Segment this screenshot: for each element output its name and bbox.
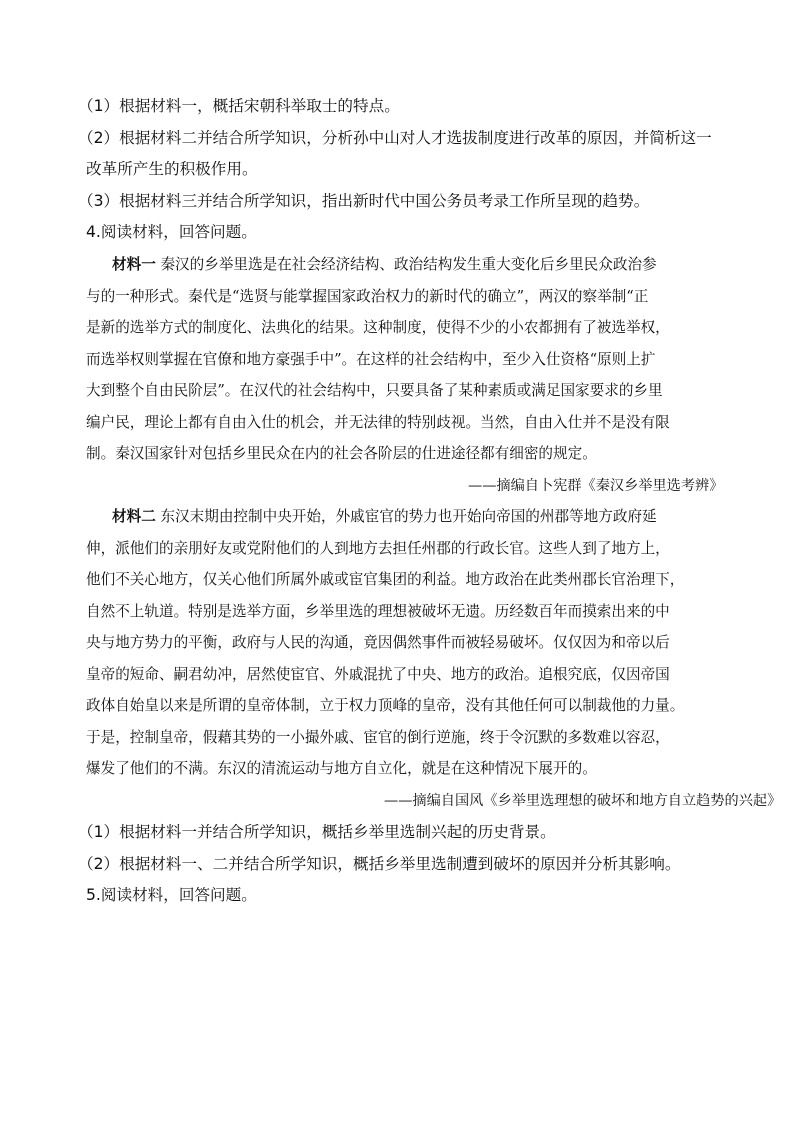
- material2-line: 他们不关心地方，仅关心他们所属外戚或宦官集团的利益。地方政治在此类州郡长官治理下，: [86, 571, 685, 588]
- material1-line: 与的一种形式。秦代是“选贤与能掌握国家政治权力的新时代的确立”，两汉的察举制“正: [86, 288, 649, 305]
- q3-question-1: （1）根据材料一，概括宋朝科举取士的特点。: [78, 97, 400, 115]
- material1-source: ——摘编自卜宪群《秦汉乡举里选考辨》: [468, 478, 724, 494]
- q4-question-1: （1）根据材料一并结合所学知识，概括乡举里选制兴起的历史背景。: [78, 823, 556, 841]
- material2-line: 于是，控制皇帝，假藉其势的一小撮外戚、宦官的倒行逆施，终于令沉默的多数难以容忍，: [86, 729, 670, 746]
- material1-text: 秦汉的乡举里选是在社会经济结构、政治结构发生重大变化后乡里民众政治参: [160, 256, 657, 273]
- material1-label: 材料一: [112, 256, 156, 273]
- material1-line: 编户民，理论上都有自由入仕的机会，并无法律的特别歧视。当然，自由入仕并不是没有限: [86, 414, 670, 431]
- material2-line: 政体自始皇以来是所谓的皇帝体制，立于权力顶峰的皇帝，没有其他任何可以制裁他的力量。: [86, 697, 685, 714]
- material1-line: 大到整个自由民阶层”。在汉代的社会结构中，只要具备了某种素质或满足国家要求的乡里: [86, 382, 663, 399]
- material2-text: 东汉末期由控制中央开始，外戚宦官的势力也开始向帝国的州郡等地方政府延: [160, 508, 657, 525]
- material2-line: 皇帝的短命、嗣君幼冲，居然使宦官、外戚混扰了中央、地方的政治。追根究底，仅因帝国: [86, 666, 670, 683]
- q3-question-3: （3）根据材料三并结合所学知识，指出新时代中国公务员考录工作所呈现的趋势。: [78, 192, 650, 210]
- material2-line: 爆发了他们的不满。东汉的清流运动与地方自立化，就是在这种情况下展开的。: [86, 760, 597, 777]
- material1-line: 制。秦汉国家针对包括乡里民众在内的社会各阶层的仕进途径都有细密的规定。: [86, 445, 597, 462]
- q4-header: 4.阅读材料，回答问题。: [86, 223, 257, 241]
- q3-question-2: （2）根据材料二并结合所学知识，分析孙中山对人才选拔制度进行改革的原因，并简析这一: [78, 129, 712, 147]
- q4-question-2: （2）根据材料一、二并结合所学知识，概括乡举里选制遭到破坏的原因并分析其影响。: [78, 855, 681, 873]
- material1-line: 而选举权则掌握在官僚和地方豪强手中”。在这样的社会结构中，至少入仕资格“原则上扩: [86, 351, 656, 368]
- material2-line: 自然不上轨道。特别是选举方面，乡举里选的理想被破坏无遗。历经数百年而摸索出来的中: [86, 603, 670, 620]
- material2-source: ——摘编自国风《乡举里选理想的破坏和地方自立趋势的兴起》: [384, 793, 782, 809]
- material2-first-line: [112, 507, 657, 527]
- material2-line: 央与地方势力的平衡，政府与人民的沟通，竟因偶然事件而被轻易破坏。仅仅因为和帝以后: [86, 634, 670, 651]
- material1-line: 是新的选举方式的制度化、法典化的结果。这种制度，使得不少的小农都拥有了被选举权，: [86, 319, 670, 336]
- material2-label: 材料二: [112, 508, 156, 525]
- material1-first-line: [112, 255, 657, 275]
- q3-question-2-cont: 改革所产生的积极作用。: [86, 160, 258, 178]
- q5-header: 5.阅读材料，回答问题。: [86, 886, 257, 904]
- material2-line: 伸，派他们的亲朋好友或党附他们的人到地方去担任州郡的行政长官。这些人到了地方上，: [86, 540, 670, 557]
